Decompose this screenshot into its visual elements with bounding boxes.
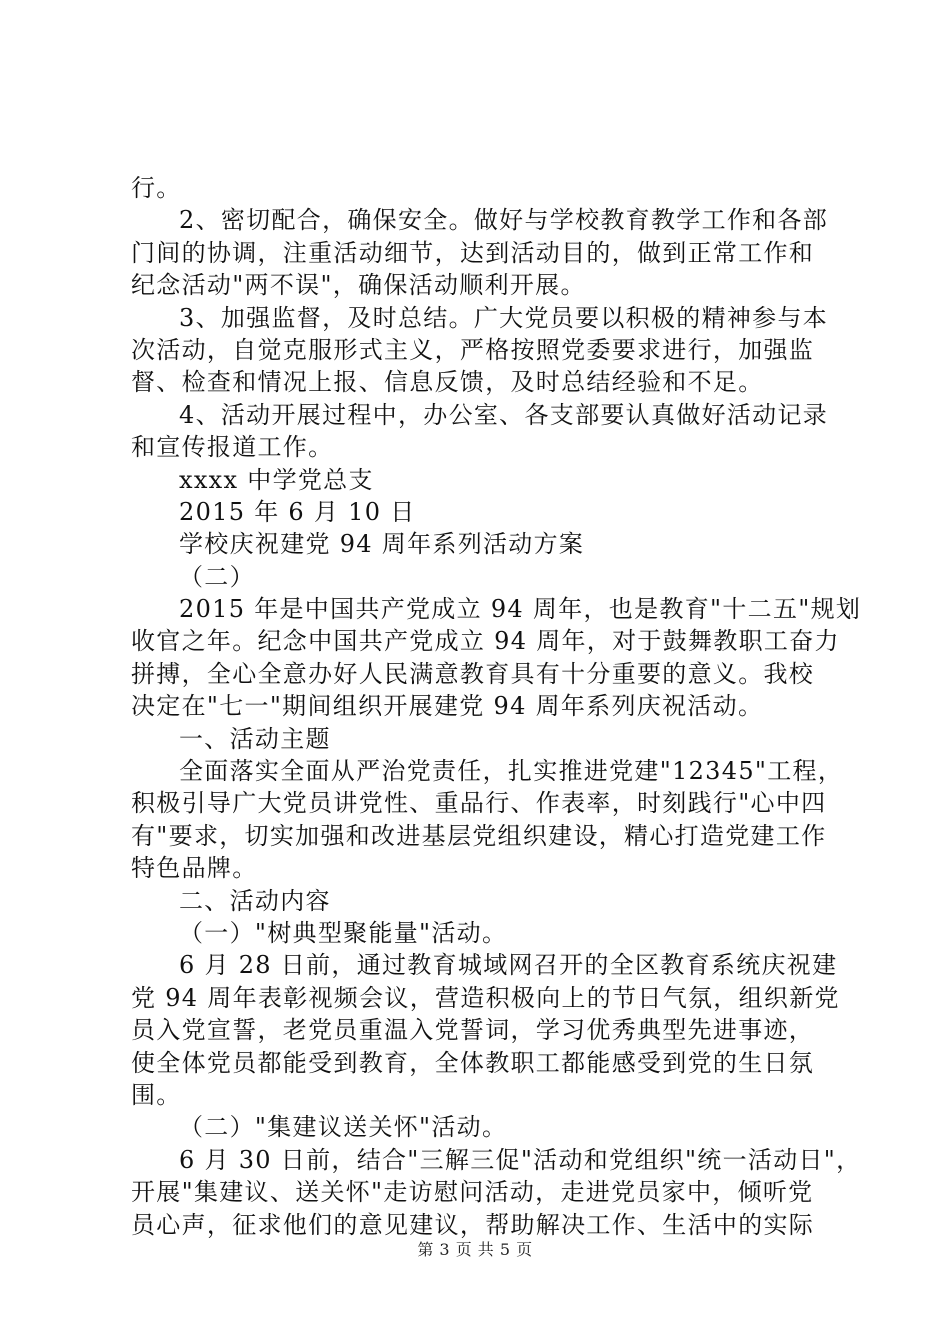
text-line: 员心声，征求他们的意见建议，帮助解决工作、生活中的实际 (131, 1210, 815, 1239)
text-line: 开展"集建议、送关怀"走访慰问活动，走进党员家中，倾听党 (131, 1178, 814, 1207)
text-line: 使全体党员都能受到教育，全体教职工都能感受到党的生日氛 (131, 1048, 815, 1077)
text-line: 次活动，自觉克服形式主义，严格按照党委要求进行，加强监 (131, 335, 815, 364)
text-line: 6 月 30 日前，结合"三解三促"活动和党组织"统一活动日"， (179, 1145, 862, 1174)
text-line: 员入党宣誓，老党员重温入党誓词，学习优秀典型先进事迹， (131, 1016, 815, 1045)
subheading: （二）"集建议送关怀"活动。 (179, 1113, 508, 1142)
text-line: 督、检查和情况上报、信息反馈，及时总结经验和不足。 (131, 368, 764, 397)
text-line: 和宣传报道工作。 (131, 433, 334, 462)
text-line: 特色品牌。 (131, 854, 258, 883)
text-line: 拼搏，全心全意办好人民满意教育具有十分重要的意义。我校 (131, 659, 815, 688)
text-line: 纪念活动"两不误"，确保活动顺利开展。 (131, 271, 586, 300)
heading-content: 二、活动内容 (179, 886, 331, 915)
page-footer: 第 3 页 共 5 页 (417, 1240, 533, 1259)
signature-date: 2015 年 6 月 10 日 (179, 497, 416, 526)
section-subtitle: （二） (179, 562, 255, 591)
subheading: （一）"树典型聚能量"活动。 (179, 918, 508, 947)
text-line: 2、密切配合，确保安全。做好与学校教育教学工作和各部 (179, 206, 829, 235)
text-line: 2015 年是中国共产党成立 94 周年，也是教育"十二五"规划 (179, 595, 862, 624)
section-title: 学校庆祝建党 94 周年系列活动方案 (179, 530, 585, 559)
text-line: 全面落实全面从严治党责任，扎实推进党建"12345"工程， (179, 757, 844, 786)
text-line: 门间的协调，注重活动细节，达到活动目的，做到正常工作和 (131, 238, 815, 267)
signature-org: xxxx 中学党总支 (179, 465, 374, 494)
text-line: 决定在"七一"期间组织开展建党 94 周年系列庆祝活动。 (131, 692, 764, 721)
text-line: 积极引导广大党员讲党性、重品行、作表率，时刻践行"心中四 (131, 789, 827, 818)
text-line: 党 94 周年表彰视频会议，营造积极向上的节日气氛，组织新党 (131, 983, 840, 1012)
text-line: 围。 (131, 1080, 182, 1109)
text-line: 3、加强监督，及时总结。广大党员要以积极的精神参与本 (179, 303, 829, 332)
text-line: 收官之年。纪念中国共产党成立 94 周年，对于鼓舞教职工奋力 (131, 627, 840, 656)
text-line: 行。 (131, 174, 182, 202)
text-line: 4、活动开展过程中，办公室、各支部要认真做好活动记录 (179, 400, 829, 429)
document-body (131, 172, 862, 1241)
text-line: 6 月 28 日前，通过教育城域网召开的全区教育系统庆祝建 (179, 951, 838, 980)
text-line: 有"要求，切实加强和改进基层党组织建设，精心打造党建工作 (131, 821, 827, 850)
heading-theme: 一、活动主题 (179, 724, 331, 753)
